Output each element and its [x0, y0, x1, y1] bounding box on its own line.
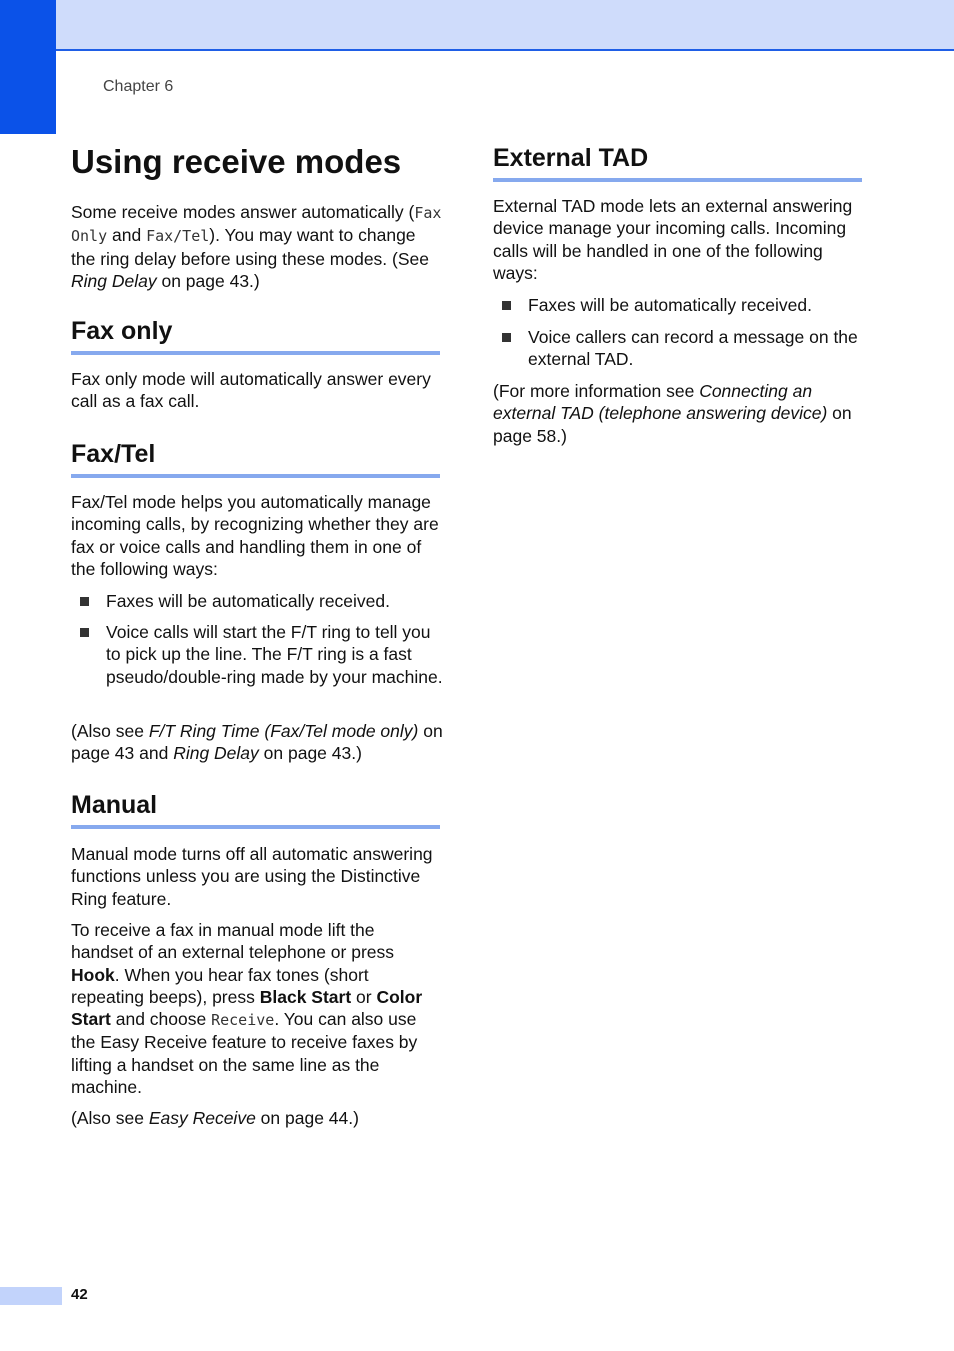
- fax-tel-heading: Fax/Tel: [71, 440, 156, 468]
- manual-rule: [71, 825, 440, 829]
- footer-band: [0, 1287, 62, 1305]
- manual-see-also: (Also see Easy Receive on page 44.): [71, 1108, 359, 1128]
- header-band: [0, 0, 954, 51]
- bullet-square-icon: [80, 628, 89, 637]
- page-number: 42: [71, 1286, 88, 1303]
- fax-tel-code: Fax/Tel: [146, 227, 210, 246]
- easy-receive-ref: Easy Receive: [148, 1108, 256, 1128]
- receive-code: Receive: [211, 1011, 275, 1030]
- fax-tel-see-also: (Also see F/T Ring Time (Fax/Tel mode only) on page 43 and Ring Delay on page 43.): [71, 721, 443, 764]
- page-title: Using receive modes: [71, 143, 402, 180]
- external-tad-see-also: (For more information see Connecting an external TAD (telephone answering device) on page 58.): [493, 381, 852, 446]
- external-tad-rule: [493, 178, 862, 182]
- bullet-square-icon: [502, 333, 511, 342]
- hook-key: Hook: [71, 964, 115, 985]
- ft-ring-time-ref: F/T Ring Time (Fax/Tel mode only): [148, 721, 419, 741]
- ring-delay-ref: Ring Delay: [173, 743, 259, 764]
- fax-only-rule: [71, 351, 440, 355]
- fax-tel-rule: [71, 474, 440, 478]
- manual-heading: Manual: [71, 791, 158, 819]
- bullet-square-icon: [80, 597, 89, 606]
- intro-paragraph: Some receive modes answer automatically (Fax Only and Fax/Tel). You may want to change the ring delay before using these modes. (See Ring Delay on page 43.): [71, 202, 442, 291]
- external-tad-heading: External TAD: [493, 144, 649, 172]
- bullet-square-icon: [502, 301, 511, 310]
- fax-tel-body: Fax/Tel mode helps you automatically manage incoming calls, by recognizing whether they are fax or voice calls and handling them in one of the following ways:: [71, 492, 439, 579]
- fax-only-body: Fax only mode will automatically answer every call as a fax call.: [71, 369, 431, 412]
- ring-delay-ref: Ring Delay: [71, 270, 157, 291]
- fax-only-heading: Fax only: [71, 317, 173, 345]
- connecting-tad-ref: Connecting an external TAD (telephone answering device): [493, 381, 828, 424]
- external-tad-body: External TAD mode lets an external answering device manage your incoming calls. Incoming calls will be handled in one of the following ways:: [493, 196, 853, 283]
- fax-only-code: Fax Only: [71, 204, 442, 246]
- chapter-tab: [0, 0, 56, 134]
- manual-body-1: Manual mode turns off all automatic answering functions unless you are using the Distinctive Ring feature.: [71, 844, 433, 909]
- chapter-label: Chapter 6: [103, 78, 174, 95]
- manual-body-2: To receive a fax in manual mode lift the handset of an external telephone or press Hook. When you hear fax tones (short repeating beeps), press Black Start or Color Start and choose Receive. You can also use the Easy Receive feature to receive faxes by lifting a handset on the same line as the machine.: [71, 920, 423, 1098]
- black-start-key: Black Start: [259, 986, 352, 1007]
- color-start-key: Color Start: [71, 986, 423, 1030]
